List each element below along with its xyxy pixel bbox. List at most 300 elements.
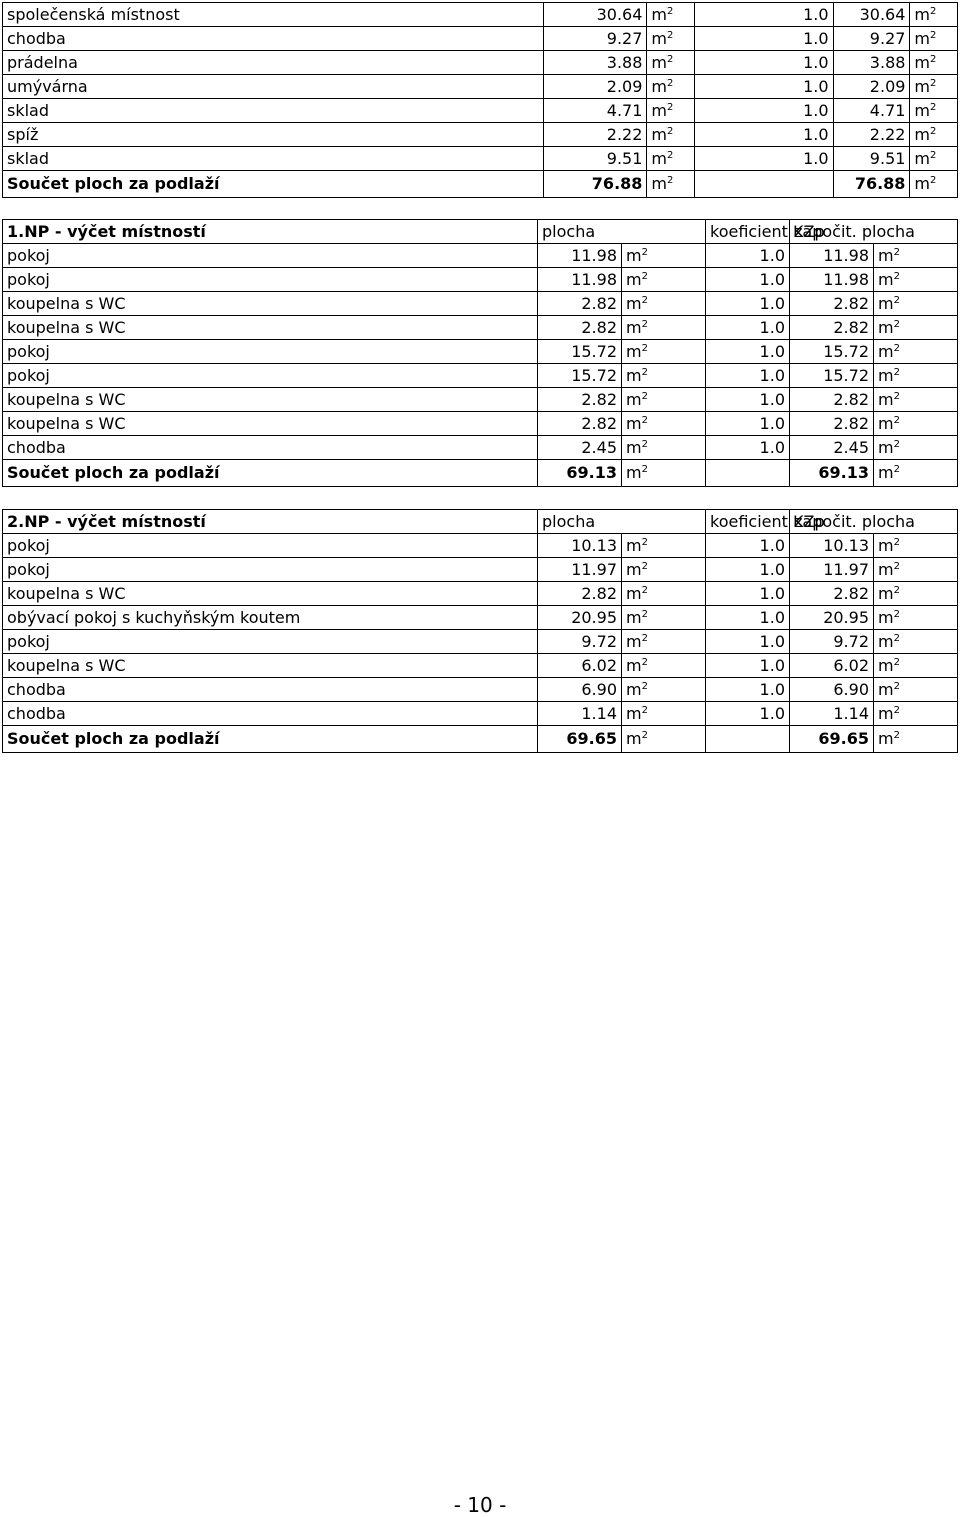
- unit-cell: [622, 558, 706, 582]
- section-header-row: [3, 510, 958, 534]
- unit-cell: [622, 460, 706, 487]
- unit-exponent: 2: [667, 150, 674, 161]
- unit-exponent: 2: [667, 54, 674, 65]
- unit-cell: [647, 51, 695, 75]
- room-name: koupelna s WC: [3, 388, 538, 412]
- room-area: 30.64: [544, 3, 647, 27]
- total-row: [3, 726, 958, 753]
- unit-label: m: [626, 536, 642, 555]
- unit-exponent: 2: [641, 439, 648, 450]
- unit-label: m: [878, 366, 894, 385]
- room-area: 9.27: [544, 27, 647, 51]
- room-name: pokoj: [3, 630, 538, 654]
- room-name: pokoj: [3, 364, 538, 388]
- room-area: 15.72: [538, 340, 622, 364]
- unit-exponent: 2: [641, 391, 648, 402]
- room-counted-area: 9.51: [833, 147, 910, 171]
- unit-cell: [647, 3, 695, 27]
- unit-label: m: [626, 438, 642, 457]
- unit-cell: [647, 75, 695, 99]
- table-row: [3, 606, 958, 630]
- table-row: [3, 99, 958, 123]
- unit-cell: [874, 388, 958, 412]
- total-row: [3, 171, 958, 198]
- unit-exponent: 2: [893, 343, 900, 354]
- room-name: pokoj: [3, 534, 538, 558]
- unit-label: m: [914, 29, 931, 48]
- room-coefficient: 1.0: [706, 558, 790, 582]
- unit-exponent: 2: [893, 657, 900, 668]
- unit-cell: [622, 340, 706, 364]
- unit-label: m: [878, 270, 894, 289]
- table-row: [3, 534, 958, 558]
- unit-label: m: [914, 149, 931, 168]
- unit-exponent: 2: [893, 561, 900, 572]
- room-area: 2.22: [544, 123, 647, 147]
- unit-exponent: 2: [893, 295, 900, 306]
- room-area: 20.95: [538, 606, 622, 630]
- header-area: plocha: [538, 220, 706, 244]
- unit-cell: [910, 171, 958, 198]
- unit-cell: [647, 27, 695, 51]
- room-area: 6.90: [538, 678, 622, 702]
- unit-cell: [647, 99, 695, 123]
- room-counted-area: 2.45: [790, 436, 874, 460]
- room-area: 1.14: [538, 702, 622, 726]
- unit-label: m: [914, 77, 931, 96]
- room-coefficient: 1.0: [706, 388, 790, 412]
- unit-exponent: 2: [930, 175, 937, 186]
- room-counted-area: 30.64: [833, 3, 910, 27]
- room-counted-area: 2.82: [790, 388, 874, 412]
- room-name: koupelna s WC: [3, 412, 538, 436]
- unit-exponent: 2: [893, 367, 900, 378]
- unit-exponent: 2: [893, 537, 900, 548]
- unit-label: m: [626, 342, 642, 361]
- total-coefficient-empty: [706, 726, 790, 753]
- unit-label: m: [878, 390, 894, 409]
- total-label: Součet ploch za podlaží: [3, 460, 538, 487]
- unit-label: m: [914, 174, 931, 193]
- unit-label: m: [878, 342, 894, 361]
- unit-cell: [622, 702, 706, 726]
- room-coefficient: 1.0: [706, 292, 790, 316]
- room-name: sklad: [3, 99, 544, 123]
- table-row: [3, 51, 958, 75]
- unit-exponent: 2: [930, 102, 937, 113]
- room-counted-area: 15.72: [790, 364, 874, 388]
- room-area: 2.82: [538, 388, 622, 412]
- unit-cell: [910, 3, 958, 27]
- unit-label: m: [626, 729, 642, 748]
- room-counted-area: 4.71: [833, 99, 910, 123]
- unit-label: m: [626, 270, 642, 289]
- unit-label: m: [878, 729, 894, 748]
- unit-exponent: 2: [930, 78, 937, 89]
- room-coefficient: 1.0: [694, 27, 833, 51]
- unit-label: m: [626, 366, 642, 385]
- unit-cell: [874, 292, 958, 316]
- unit-exponent: 2: [641, 464, 648, 475]
- unit-exponent: 2: [893, 730, 900, 741]
- total-label: Součet ploch za podlaží: [3, 726, 538, 753]
- unit-label: m: [878, 246, 894, 265]
- room-area: 11.97: [538, 558, 622, 582]
- unit-exponent: 2: [641, 705, 648, 716]
- room-counted-area: 3.88: [833, 51, 910, 75]
- header-counted-area: započit. plocha: [790, 220, 958, 244]
- total-counted-area: 69.13: [790, 460, 874, 487]
- room-coefficient: 1.0: [694, 147, 833, 171]
- unit-label: m: [878, 584, 894, 603]
- unit-cell: [622, 292, 706, 316]
- room-coefficient: 1.0: [706, 412, 790, 436]
- table-row: [3, 388, 958, 412]
- unit-exponent: 2: [641, 295, 648, 306]
- unit-cell: [910, 27, 958, 51]
- room-name: společenská místnost: [3, 3, 544, 27]
- unit-cell: [647, 171, 695, 198]
- table-row: [3, 654, 958, 678]
- unit-label: m: [878, 560, 894, 579]
- room-name: koupelna s WC: [3, 292, 538, 316]
- unit-label: m: [914, 101, 931, 120]
- room-name: chodba: [3, 436, 538, 460]
- unit-label: m: [626, 294, 642, 313]
- unit-cell: [874, 630, 958, 654]
- unit-cell: [874, 460, 958, 487]
- unit-cell: [622, 534, 706, 558]
- table-row: [3, 582, 958, 606]
- unit-cell: [874, 582, 958, 606]
- room-counted-area: 9.72: [790, 630, 874, 654]
- unit-cell: [874, 558, 958, 582]
- room-coefficient: 1.0: [694, 51, 833, 75]
- table-row: [3, 75, 958, 99]
- unit-exponent: 2: [930, 126, 937, 137]
- unit-cell: [874, 654, 958, 678]
- unit-cell: [622, 364, 706, 388]
- unit-exponent: 2: [930, 6, 937, 17]
- unit-cell: [874, 412, 958, 436]
- unit-cell: [910, 147, 958, 171]
- unit-exponent: 2: [893, 633, 900, 644]
- unit-label: m: [914, 53, 931, 72]
- unit-label: m: [878, 414, 894, 433]
- unit-cell: [647, 147, 695, 171]
- room-counted-area: 2.82: [790, 316, 874, 340]
- unit-cell: [874, 436, 958, 460]
- room-table-1np: [2, 219, 958, 487]
- unit-cell: [622, 388, 706, 412]
- unit-cell: [874, 268, 958, 292]
- room-area: 9.51: [544, 147, 647, 171]
- room-counted-area: 15.72: [790, 340, 874, 364]
- room-name: koupelna s WC: [3, 654, 538, 678]
- unit-label: m: [651, 149, 667, 168]
- unit-exponent: 2: [667, 126, 674, 137]
- unit-cell: [622, 678, 706, 702]
- unit-label: m: [626, 680, 642, 699]
- unit-cell: [622, 606, 706, 630]
- room-coefficient: 1.0: [706, 244, 790, 268]
- room-coefficient: 1.0: [706, 534, 790, 558]
- room-coefficient: 1.0: [706, 436, 790, 460]
- unit-exponent: 2: [893, 439, 900, 450]
- room-name: pokoj: [3, 244, 538, 268]
- unit-exponent: 2: [641, 343, 648, 354]
- unit-label: m: [626, 632, 642, 651]
- unit-label: m: [914, 125, 931, 144]
- room-coefficient: 1.0: [694, 123, 833, 147]
- unit-exponent: 2: [641, 633, 648, 644]
- unit-exponent: 2: [893, 681, 900, 692]
- header-counted-area: započit. plocha: [790, 510, 958, 534]
- room-coefficient: 1.0: [706, 364, 790, 388]
- room-table-ground: [2, 2, 958, 198]
- room-table-2np: [2, 509, 958, 753]
- room-area: 3.88: [544, 51, 647, 75]
- table-row: [3, 244, 958, 268]
- total-coefficient-empty: [694, 171, 833, 198]
- unit-label: m: [878, 463, 894, 482]
- unit-exponent: 2: [893, 271, 900, 282]
- unit-exponent: 2: [667, 78, 674, 89]
- room-coefficient: 1.0: [706, 606, 790, 630]
- room-name: chodba: [3, 27, 544, 51]
- room-name: koupelna s WC: [3, 582, 538, 606]
- room-coefficient: 1.0: [706, 654, 790, 678]
- total-label: Součet ploch za podlaží: [3, 171, 544, 198]
- room-name: pokoj: [3, 340, 538, 364]
- room-area: 6.02: [538, 654, 622, 678]
- unit-label: m: [878, 656, 894, 675]
- unit-cell: [874, 364, 958, 388]
- room-area: 2.09: [544, 75, 647, 99]
- unit-label: m: [626, 608, 642, 627]
- table-row: [3, 702, 958, 726]
- room-counted-area: 2.82: [790, 582, 874, 606]
- unit-cell: [622, 316, 706, 340]
- table-row: [3, 558, 958, 582]
- unit-label: m: [878, 632, 894, 651]
- section-title: 1.NP - výčet místností: [3, 220, 538, 244]
- unit-exponent: 2: [893, 609, 900, 620]
- unit-exponent: 2: [893, 585, 900, 596]
- unit-cell: [910, 99, 958, 123]
- unit-cell: [622, 436, 706, 460]
- unit-label: m: [651, 53, 667, 72]
- unit-cell: [874, 726, 958, 753]
- table-row: [3, 3, 958, 27]
- unit-cell: [622, 268, 706, 292]
- unit-label: m: [626, 560, 642, 579]
- table-row: [3, 630, 958, 654]
- room-coefficient: 1.0: [694, 3, 833, 27]
- room-name: umývárna: [3, 75, 544, 99]
- total-counted-area: 76.88: [833, 171, 910, 198]
- unit-exponent: 2: [641, 247, 648, 258]
- unit-label: m: [878, 536, 894, 555]
- room-name: pokoj: [3, 558, 538, 582]
- unit-exponent: 2: [893, 705, 900, 716]
- total-area: 76.88: [544, 171, 647, 198]
- room-coefficient: 1.0: [706, 268, 790, 292]
- header-area: plocha: [538, 510, 706, 534]
- room-name: chodba: [3, 702, 538, 726]
- header-coefficient: koeficient KZp: [706, 220, 790, 244]
- room-counted-area: 2.82: [790, 412, 874, 436]
- unit-label: m: [626, 390, 642, 409]
- unit-label: m: [626, 463, 642, 482]
- total-coefficient-empty: [706, 460, 790, 487]
- room-counted-area: 6.02: [790, 654, 874, 678]
- room-coefficient: 1.0: [706, 316, 790, 340]
- unit-exponent: 2: [893, 464, 900, 475]
- room-coefficient: 1.0: [706, 678, 790, 702]
- unit-cell: [910, 123, 958, 147]
- room-area: 11.98: [538, 244, 622, 268]
- unit-cell: [647, 123, 695, 147]
- unit-cell: [622, 726, 706, 753]
- unit-exponent: 2: [893, 415, 900, 426]
- unit-exponent: 2: [641, 657, 648, 668]
- total-area: 69.13: [538, 460, 622, 487]
- unit-label: m: [878, 294, 894, 313]
- section-header-row: [3, 220, 958, 244]
- unit-exponent: 2: [930, 150, 937, 161]
- total-counted-area: 69.65: [790, 726, 874, 753]
- unit-exponent: 2: [667, 30, 674, 41]
- room-counted-area: 1.14: [790, 702, 874, 726]
- room-area: 2.82: [538, 582, 622, 606]
- room-name: koupelna s WC: [3, 316, 538, 340]
- unit-cell: [622, 630, 706, 654]
- room-counted-area: 9.27: [833, 27, 910, 51]
- unit-exponent: 2: [641, 537, 648, 548]
- unit-cell: [874, 606, 958, 630]
- unit-cell: [622, 244, 706, 268]
- unit-label: m: [626, 584, 642, 603]
- unit-cell: [874, 534, 958, 558]
- unit-label: m: [626, 414, 642, 433]
- unit-exponent: 2: [893, 247, 900, 258]
- unit-exponent: 2: [667, 102, 674, 113]
- room-counted-area: 2.09: [833, 75, 910, 99]
- room-name: pokoj: [3, 268, 538, 292]
- unit-cell: [874, 678, 958, 702]
- room-counted-area: 11.98: [790, 268, 874, 292]
- unit-exponent: 2: [641, 367, 648, 378]
- unit-exponent: 2: [641, 271, 648, 282]
- room-area: 2.82: [538, 292, 622, 316]
- unit-cell: [874, 702, 958, 726]
- unit-exponent: 2: [930, 30, 937, 41]
- unit-exponent: 2: [930, 54, 937, 65]
- unit-exponent: 2: [641, 319, 648, 330]
- room-coefficient: 1.0: [706, 630, 790, 654]
- room-counted-area: 11.97: [790, 558, 874, 582]
- unit-label: m: [651, 125, 667, 144]
- unit-label: m: [651, 29, 667, 48]
- unit-exponent: 2: [641, 730, 648, 741]
- table-row: [3, 27, 958, 51]
- table-row: [3, 436, 958, 460]
- total-area: 69.65: [538, 726, 622, 753]
- unit-exponent: 2: [667, 6, 674, 17]
- unit-exponent: 2: [641, 415, 648, 426]
- room-name: chodba: [3, 678, 538, 702]
- unit-label: m: [626, 246, 642, 265]
- table-row: [3, 123, 958, 147]
- unit-cell: [874, 244, 958, 268]
- total-row: [3, 460, 958, 487]
- table-row: [3, 316, 958, 340]
- room-counted-area: 2.22: [833, 123, 910, 147]
- room-name: prádelna: [3, 51, 544, 75]
- unit-label: m: [651, 101, 667, 120]
- table-row: [3, 678, 958, 702]
- unit-exponent: 2: [641, 561, 648, 572]
- unit-exponent: 2: [667, 175, 674, 186]
- table-row: [3, 340, 958, 364]
- section-title: 2.NP - výčet místností: [3, 510, 538, 534]
- table-row: [3, 268, 958, 292]
- table-row: [3, 412, 958, 436]
- room-name: spíž: [3, 123, 544, 147]
- room-name: sklad: [3, 147, 544, 171]
- unit-label: m: [878, 608, 894, 627]
- unit-label: m: [651, 174, 667, 193]
- header-coefficient: koeficient KZp: [706, 510, 790, 534]
- unit-exponent: 2: [893, 319, 900, 330]
- room-coefficient: 1.0: [694, 75, 833, 99]
- room-counted-area: 2.82: [790, 292, 874, 316]
- room-area: 15.72: [538, 364, 622, 388]
- unit-exponent: 2: [641, 585, 648, 596]
- room-coefficient: 1.0: [694, 99, 833, 123]
- unit-cell: [622, 582, 706, 606]
- room-area: 11.98: [538, 268, 622, 292]
- unit-exponent: 2: [641, 681, 648, 692]
- unit-cell: [874, 316, 958, 340]
- unit-exponent: 2: [893, 391, 900, 402]
- unit-label: m: [626, 704, 642, 723]
- room-counted-area: 10.13: [790, 534, 874, 558]
- unit-cell: [910, 51, 958, 75]
- unit-label: m: [651, 77, 667, 96]
- unit-label: m: [878, 680, 894, 699]
- room-counted-area: 20.95: [790, 606, 874, 630]
- page-number: - 10 -: [453, 1493, 507, 1517]
- unit-cell: [874, 340, 958, 364]
- room-area: 4.71: [544, 99, 647, 123]
- room-counted-area: 6.90: [790, 678, 874, 702]
- room-name: obývací pokoj s kuchyňským koutem: [3, 606, 538, 630]
- unit-cell: [622, 654, 706, 678]
- room-coefficient: 1.0: [706, 340, 790, 364]
- unit-label: m: [626, 656, 642, 675]
- unit-label: m: [878, 318, 894, 337]
- room-area: 10.13: [538, 534, 622, 558]
- unit-cell: [910, 75, 958, 99]
- table-row: [3, 292, 958, 316]
- room-coefficient: 1.0: [706, 582, 790, 606]
- room-area: 9.72: [538, 630, 622, 654]
- unit-label: m: [914, 5, 931, 24]
- unit-label: m: [651, 5, 667, 24]
- room-counted-area: 11.98: [790, 244, 874, 268]
